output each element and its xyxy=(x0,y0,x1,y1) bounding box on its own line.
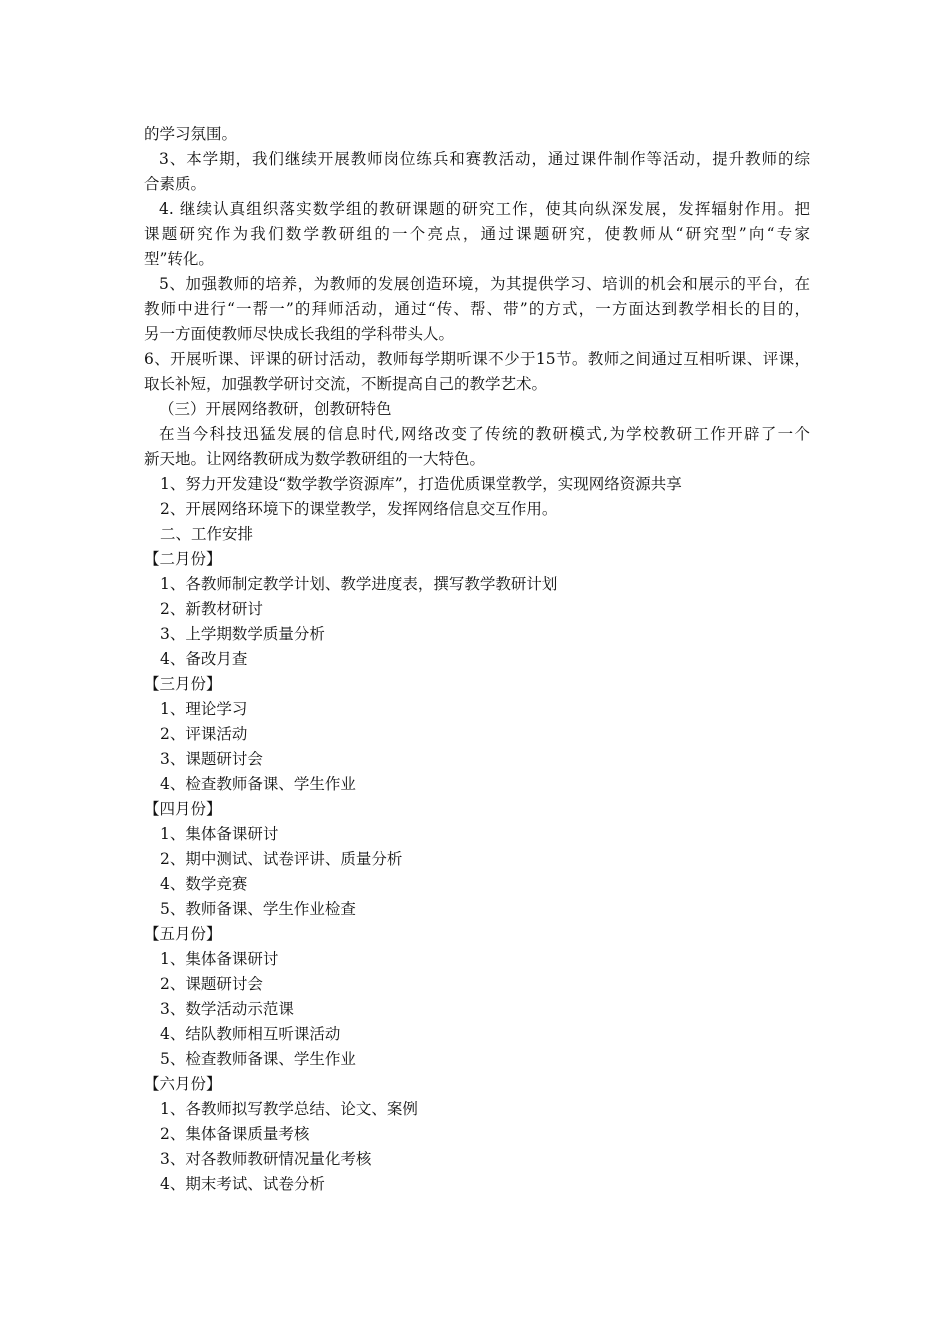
paragraph-line: 6、开展听课、评课的研讨活动，教师每学期听课不少于15节。教师之间通过互相听课、评课， xyxy=(144,350,810,368)
paragraph-line: 在当今科技迅猛发展的信息时代,网络改变了传统的教研模式,为学校教研工作开辟了一个 xyxy=(159,425,810,443)
list-item: 3、对各教师教研情况量化考核 xyxy=(160,1150,372,1168)
text-line: 合素质。 xyxy=(144,175,207,193)
list-item: 5、检查教师备课、学生作业 xyxy=(160,1050,356,1068)
list-item: 1、集体备课研讨 xyxy=(160,950,279,968)
section-heading: （三）开展网络教研，创教研特色 xyxy=(159,400,392,418)
month-heading: 【四月份】 xyxy=(144,800,222,818)
list-item: 1、努力开发建设“数学教学资源库”，打造优质课堂教学，实现网络资源共享 xyxy=(160,475,682,493)
list-item: 2、课题研讨会 xyxy=(160,975,263,993)
text-line: 的学习氛围。 xyxy=(144,125,238,143)
list-item: 4、检查教师备课、学生作业 xyxy=(160,775,356,793)
section-heading: 二、工作安排 xyxy=(160,525,254,543)
list-item: 3、数学活动示范课 xyxy=(160,1000,294,1018)
paragraph-line: 4. 继续认真组织落实数学组的教研课题的研究工作，使其向纵深发展，发挥辐射作用。把 xyxy=(159,200,810,218)
text-line: 课题研究作为我们数学教研组的一个亮点，通过课题研究，使教师从“研究型”向“专家 xyxy=(144,225,810,243)
document-body xyxy=(144,122,810,1197)
list-item: 1、集体备课研讨 xyxy=(160,825,279,843)
list-item: 1、各教师制定教学计划、教学进度表，撰写教学教研计划 xyxy=(160,575,558,593)
paragraph-line: 5、加强教师的培养，为教师的发展创造环境，为其提供学习、培训的机会和展示的平台，在 xyxy=(159,275,810,293)
list-item: 2、新教材研讨 xyxy=(160,600,263,618)
text-line: 教师中进行“一帮一”的拜师活动，通过“传、帮、带”的方式，一方面达到教学相长的目的， xyxy=(144,300,810,318)
list-item: 2、集体备课质量考核 xyxy=(160,1125,310,1143)
list-item: 4、数学竞赛 xyxy=(160,875,248,893)
text-line: 新天地。让网络教研成为数学教研组的一大特色。 xyxy=(144,450,486,468)
list-item: 1、理论学习 xyxy=(160,700,248,718)
text-line: 取长补短，加强教学研讨交流，不断提高自己的教学艺术。 xyxy=(144,375,548,393)
text-line: 另一方面使教师尽快成长我组的学科带头人。 xyxy=(144,325,455,343)
list-item: 4、期末考试、试卷分析 xyxy=(160,1175,325,1193)
list-item: 5、教师备课、学生作业检查 xyxy=(160,900,356,918)
list-item: 4、结队教师相互听课活动 xyxy=(160,1025,341,1043)
paragraph-line: 3、本学期，我们继续开展教师岗位练兵和赛教活动，通过课件制作等活动，提升教师的综 xyxy=(159,150,810,168)
list-item: 3、上学期数学质量分析 xyxy=(160,625,325,643)
list-item: 3、课题研讨会 xyxy=(160,750,263,768)
list-item: 2、评课活动 xyxy=(160,725,248,743)
list-item: 4、备改月查 xyxy=(160,650,248,668)
month-heading: 【六月份】 xyxy=(144,1075,222,1093)
list-item: 2、期中测试、试卷评讲、质量分析 xyxy=(160,850,403,868)
list-item: 2、开展网络环境下的课堂教学，发挥网络信息交互作用。 xyxy=(160,500,558,518)
list-item: 1、各教师拟写教学总结、论文、案例 xyxy=(160,1100,418,1118)
text-line: 型”转化。 xyxy=(144,250,214,268)
month-heading: 【五月份】 xyxy=(144,925,222,943)
month-heading: 【三月份】 xyxy=(144,675,222,693)
month-heading: 【二月份】 xyxy=(144,550,222,568)
